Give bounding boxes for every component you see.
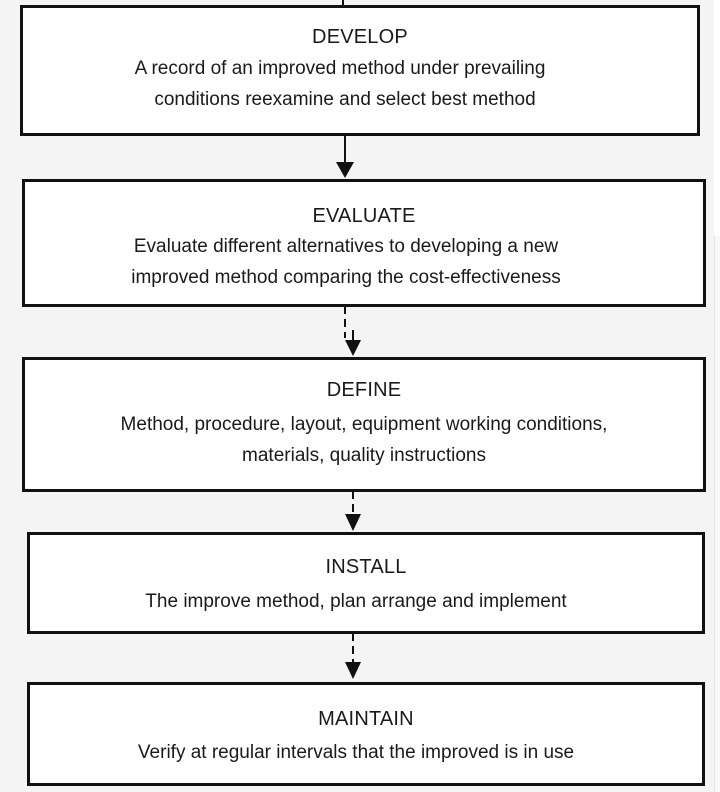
define-title: DEFINE — [326, 379, 402, 401]
define-line-2: materials, quality instructions — [242, 445, 486, 466]
develop-line-2: conditions reexamine and select best method — [154, 89, 536, 110]
define-line-1: Method, procedure, layout, equipment working conditions, — [120, 414, 608, 435]
arrow-head-3 — [345, 514, 361, 531]
maintain-title: MAINTAIN — [318, 708, 414, 730]
install-line-1: The improve method, plan arrange and implement — [145, 591, 567, 612]
arrow-head-1 — [336, 162, 354, 178]
install-title: INSTALL — [325, 556, 407, 578]
develop-line-1: A record of an improved method under prevailing — [134, 58, 546, 79]
evaluate-line-1: Evaluate different alternatives to developing a new — [133, 236, 559, 257]
develop-title: DEVELOP — [312, 26, 408, 48]
evaluate-title: EVALUATE — [312, 205, 416, 227]
install-box — [27, 532, 705, 634]
maintain-line-1: Verify at regular intervals that the improved is in use — [137, 742, 575, 763]
arrow-head-4 — [345, 662, 361, 679]
evaluate-box — [22, 179, 706, 307]
arrow-head-2 — [345, 340, 361, 356]
define-box — [22, 357, 706, 492]
maintain-box — [27, 682, 705, 786]
evaluate-line-2: improved method comparing the cost-effectiveness — [131, 267, 561, 288]
develop-box — [20, 5, 700, 136]
